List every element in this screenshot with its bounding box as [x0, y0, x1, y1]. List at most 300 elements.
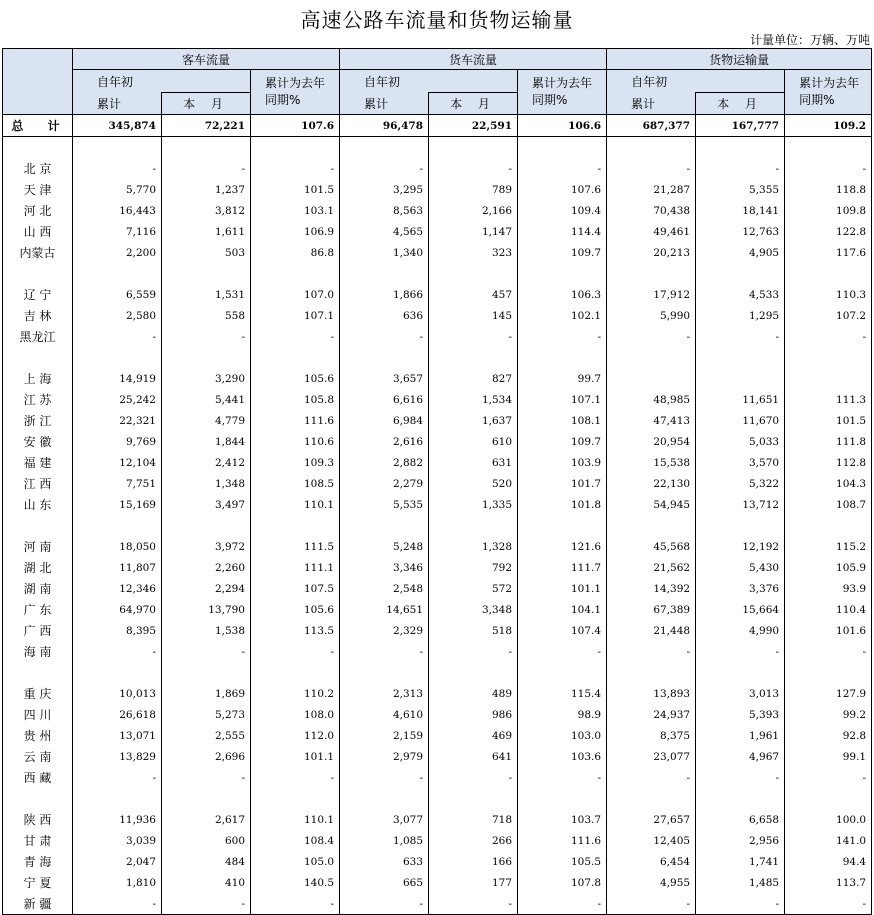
data-cell: 11,670 — [696, 410, 785, 431]
data-cell: 8,375 — [607, 725, 696, 746]
data-cell: - — [162, 641, 251, 662]
table-row — [3, 473, 872, 494]
data-cell: 5,273 — [162, 704, 251, 725]
region-name: 浙 江 — [3, 410, 73, 431]
data-cell: 503 — [162, 242, 251, 263]
region-name: 海 南 — [3, 641, 73, 662]
data-cell: 86.8 — [251, 242, 340, 263]
data-cell: 4,955 — [607, 872, 696, 893]
data-cell: 115.4 — [518, 683, 607, 704]
data-cell: 26,618 — [73, 704, 162, 725]
data-cell: - — [518, 326, 607, 347]
data-cell: 6,984 — [340, 410, 429, 431]
data-cell: - — [607, 767, 696, 788]
data-cell: 3,348 — [429, 599, 518, 620]
data-cell — [429, 515, 518, 536]
data-cell: 1,741 — [696, 851, 785, 872]
data-cell: - — [162, 767, 251, 788]
data-cell: 641 — [429, 746, 518, 767]
data-cell: 2,555 — [162, 725, 251, 746]
data-cell: - — [73, 767, 162, 788]
table-row — [3, 179, 872, 200]
data-cell: 105.9 — [785, 557, 872, 578]
data-cell: 631 — [429, 452, 518, 473]
data-cell: 177 — [429, 872, 518, 893]
data-cell — [429, 263, 518, 284]
data-cell: - — [696, 893, 785, 915]
data-cell — [429, 788, 518, 809]
data-cell: 2,329 — [340, 620, 429, 641]
data-cell: 5,393 — [696, 704, 785, 725]
data-cell — [251, 347, 340, 368]
data-cell — [696, 368, 785, 389]
data-cell: 13,790 — [162, 599, 251, 620]
data-cell: 9,769 — [73, 431, 162, 452]
data-cell: 2,159 — [340, 725, 429, 746]
region-name: 重 庆 — [3, 683, 73, 704]
month-header: 本 月 — [429, 93, 518, 115]
region-name: 江 西 — [3, 473, 73, 494]
data-cell: 410 — [162, 872, 251, 893]
data-cell: 105.5 — [518, 851, 607, 872]
data-cell: 101.1 — [251, 746, 340, 767]
data-cell: 1,844 — [162, 431, 251, 452]
region-name: 江 苏 — [3, 389, 73, 410]
data-cell: 345,874 — [73, 115, 162, 137]
data-cell: 103.6 — [518, 746, 607, 767]
data-cell: 636 — [340, 305, 429, 326]
ytd-header: 自年初 — [340, 70, 518, 93]
region-name: 辽 宁 — [3, 284, 73, 305]
data-cell: - — [696, 767, 785, 788]
table-row — [3, 200, 872, 221]
data-cell: 109.2 — [785, 115, 872, 137]
data-cell: 1,237 — [162, 179, 251, 200]
data-cell: 13,829 — [73, 746, 162, 767]
data-cell: 103.0 — [518, 725, 607, 746]
data-cell: 600 — [162, 830, 251, 851]
data-cell — [785, 263, 872, 284]
data-cell: 610 — [429, 431, 518, 452]
table-row — [3, 452, 872, 473]
data-cell: 20,213 — [607, 242, 696, 263]
table-row — [3, 872, 872, 893]
data-cell: 111.5 — [251, 536, 340, 557]
data-cell: 3,972 — [162, 536, 251, 557]
region-name: 广 东 — [3, 599, 73, 620]
data-cell: 2,279 — [340, 473, 429, 494]
data-cell: 1,295 — [696, 305, 785, 326]
data-cell: 109.7 — [518, 431, 607, 452]
data-cell: 107.2 — [785, 305, 872, 326]
data-cell: 12,192 — [696, 536, 785, 557]
data-cell: 101.6 — [785, 620, 872, 641]
data-cell — [73, 347, 162, 368]
data-cell: 103.7 — [518, 809, 607, 830]
data-cell: 21,562 — [607, 557, 696, 578]
data-cell: 17,912 — [607, 284, 696, 305]
data-cell: 108.5 — [251, 473, 340, 494]
data-cell: 18,050 — [73, 536, 162, 557]
total-row — [3, 115, 872, 137]
data-cell: 6,559 — [73, 284, 162, 305]
data-cell: 110.4 — [785, 599, 872, 620]
data-cell: 72,221 — [162, 115, 251, 137]
data-cell — [340, 515, 429, 536]
data-cell: 2,617 — [162, 809, 251, 830]
data-cell: 665 — [340, 872, 429, 893]
data-cell: 3,013 — [696, 683, 785, 704]
data-cell — [340, 788, 429, 809]
data-cell: 3,570 — [696, 452, 785, 473]
table-row — [3, 767, 872, 788]
data-cell — [73, 263, 162, 284]
data-cell — [340, 263, 429, 284]
table-row — [3, 704, 872, 725]
data-cell: 2,580 — [73, 305, 162, 326]
data-cell: 2,956 — [696, 830, 785, 851]
data-cell: 100.0 — [785, 809, 872, 830]
data-cell: 98.9 — [518, 704, 607, 725]
region-name: 西 藏 — [3, 767, 73, 788]
data-cell: 687,377 — [607, 115, 696, 137]
data-cell: 7,751 — [73, 473, 162, 494]
data-cell: 718 — [429, 809, 518, 830]
table-row — [3, 242, 872, 263]
data-cell: 1,340 — [340, 242, 429, 263]
data-cell: 3,812 — [162, 200, 251, 221]
data-cell: 3,295 — [340, 179, 429, 200]
data-cell: 115.2 — [785, 536, 872, 557]
data-cell: - — [696, 326, 785, 347]
data-cell: 1,348 — [162, 473, 251, 494]
data-cell: 25,242 — [73, 389, 162, 410]
data-cell: - — [785, 641, 872, 662]
data-cell: 24,937 — [607, 704, 696, 725]
spacer-row — [3, 515, 872, 536]
table-row — [3, 599, 872, 620]
data-cell: 518 — [429, 620, 518, 641]
data-cell: 1,531 — [162, 284, 251, 305]
data-cell: 102.1 — [518, 305, 607, 326]
table-row — [3, 326, 872, 347]
data-cell: - — [251, 893, 340, 915]
table-row — [3, 158, 872, 179]
data-cell — [785, 662, 872, 683]
cum-header-line1: 累计为去年 — [799, 76, 860, 90]
month-header: 本 月 — [696, 93, 785, 115]
cumulative-header: 累计 — [340, 93, 429, 115]
region-name: 黑龙江 — [3, 326, 73, 347]
data-cell: 323 — [429, 242, 518, 263]
data-cell: - — [73, 893, 162, 915]
data-cell: 16,443 — [73, 200, 162, 221]
data-cell: 110.3 — [785, 284, 872, 305]
data-cell: 145 — [429, 305, 518, 326]
data-cell: 166 — [429, 851, 518, 872]
region-name: 北 京 — [3, 158, 73, 179]
group-header-truck: 货车流量 — [340, 49, 607, 70]
data-cell: - — [785, 767, 872, 788]
table-row — [3, 305, 872, 326]
region-name: 天 津 — [3, 179, 73, 200]
data-cell: 14,392 — [607, 578, 696, 599]
data-cell: 4,905 — [696, 242, 785, 263]
data-cell: 67,389 — [607, 599, 696, 620]
data-cell: 2,616 — [340, 431, 429, 452]
data-cell — [785, 515, 872, 536]
data-cell: 5,430 — [696, 557, 785, 578]
data-cell: 4,610 — [340, 704, 429, 725]
cum-header-line1: 累计为去年 — [532, 76, 593, 90]
data-cell: 108.4 — [251, 830, 340, 851]
data-cell: 110.1 — [251, 809, 340, 830]
data-cell: 99.7 — [518, 368, 607, 389]
table-row — [3, 410, 872, 431]
data-cell: 3,290 — [162, 368, 251, 389]
data-cell: 1,869 — [162, 683, 251, 704]
data-cell: 2,696 — [162, 746, 251, 767]
data-cell: 96,478 — [340, 115, 429, 137]
data-cell: 1,485 — [696, 872, 785, 893]
data-cell — [429, 662, 518, 683]
data-cell: 8,395 — [73, 620, 162, 641]
spacer-row — [3, 347, 872, 368]
data-cell: 23,077 — [607, 746, 696, 767]
data-cell — [785, 137, 872, 159]
data-cell: 108.7 — [785, 494, 872, 515]
spacer-row — [3, 788, 872, 809]
data-cell: 94.4 — [785, 851, 872, 872]
data-cell: 1,810 — [73, 872, 162, 893]
region-name: 甘 肃 — [3, 830, 73, 851]
data-cell: 14,919 — [73, 368, 162, 389]
data-cell: - — [518, 767, 607, 788]
data-cell: 5,033 — [696, 431, 785, 452]
data-cell: 106.9 — [251, 221, 340, 242]
data-cell: 789 — [429, 179, 518, 200]
table-row — [3, 725, 872, 746]
data-cell: - — [429, 767, 518, 788]
data-cell: 4,565 — [340, 221, 429, 242]
table-row — [3, 557, 872, 578]
data-cell: 2,260 — [162, 557, 251, 578]
data-cell: 92.8 — [785, 725, 872, 746]
cum-header-line2: 同期% — [265, 93, 301, 107]
data-cell: - — [162, 326, 251, 347]
data-cell — [73, 137, 162, 159]
data-cell: 111.3 — [785, 389, 872, 410]
region-name: 湖 北 — [3, 557, 73, 578]
data-cell: 2,047 — [73, 851, 162, 872]
data-cell: 3,346 — [340, 557, 429, 578]
data-cell: 520 — [429, 473, 518, 494]
data-cell: 12,346 — [73, 578, 162, 599]
region-name: 云 南 — [3, 746, 73, 767]
data-cell: 167,777 — [696, 115, 785, 137]
region-name: 内蒙古 — [3, 242, 73, 263]
data-cell: 4,779 — [162, 410, 251, 431]
data-cell: 2,412 — [162, 452, 251, 473]
data-cell — [518, 662, 607, 683]
region-name — [3, 788, 73, 809]
data-cell — [607, 662, 696, 683]
data-cell — [162, 515, 251, 536]
region-name: 安 徽 — [3, 431, 73, 452]
data-cell: 22,321 — [73, 410, 162, 431]
data-cell — [251, 662, 340, 683]
data-cell: - — [429, 641, 518, 662]
region-name: 青 海 — [3, 851, 73, 872]
data-cell: 104.1 — [518, 599, 607, 620]
data-cell: 22,130 — [607, 473, 696, 494]
table-row — [3, 830, 872, 851]
cumulative-header: 累计 — [73, 93, 162, 115]
data-cell: - — [607, 326, 696, 347]
data-cell: 22,591 — [429, 115, 518, 137]
region-name: 河 北 — [3, 200, 73, 221]
data-cell: 1,335 — [429, 494, 518, 515]
ytd-header: 自年初 — [73, 70, 251, 93]
data-cell: 140.5 — [251, 872, 340, 893]
data-cell: 105.6 — [251, 599, 340, 620]
region-name — [3, 662, 73, 683]
data-cell: 111.7 — [518, 557, 607, 578]
region-name: 广 西 — [3, 620, 73, 641]
data-cell: 112.0 — [251, 725, 340, 746]
data-cell: 5,535 — [340, 494, 429, 515]
region-name: 湖 南 — [3, 578, 73, 599]
data-cell: 64,970 — [73, 599, 162, 620]
data-cell: - — [518, 641, 607, 662]
data-cell: - — [251, 641, 340, 662]
data-cell — [251, 788, 340, 809]
data-cell: 103.1 — [251, 200, 340, 221]
table-row — [3, 893, 872, 915]
data-cell: 5,322 — [696, 473, 785, 494]
data-cell: - — [785, 893, 872, 915]
data-cell: - — [73, 641, 162, 662]
cum-header — [518, 70, 607, 115]
data-cell: 114.4 — [518, 221, 607, 242]
cum-header — [251, 70, 340, 115]
table-row — [3, 221, 872, 242]
data-cell — [162, 788, 251, 809]
cum-header-line1: 累计为去年 — [265, 76, 326, 90]
data-cell: 21,287 — [607, 179, 696, 200]
data-cell — [785, 347, 872, 368]
data-cell — [785, 368, 872, 389]
data-cell: 558 — [162, 305, 251, 326]
table-row — [3, 284, 872, 305]
data-cell — [518, 263, 607, 284]
data-cell: 108.1 — [518, 410, 607, 431]
region-name: 吉 林 — [3, 305, 73, 326]
data-cell: 45,568 — [607, 536, 696, 557]
data-cell — [162, 263, 251, 284]
data-cell: 99.2 — [785, 704, 872, 725]
data-cell: 4,990 — [696, 620, 785, 641]
data-cell: 986 — [429, 704, 518, 725]
data-cell: 633 — [340, 851, 429, 872]
region-name: 贵 州 — [3, 725, 73, 746]
data-cell: 118.8 — [785, 179, 872, 200]
data-cell: 70,438 — [607, 200, 696, 221]
data-cell: - — [251, 326, 340, 347]
data-cell — [785, 788, 872, 809]
data-cell — [607, 137, 696, 159]
data-cell: 1,085 — [340, 830, 429, 851]
region-header — [3, 49, 73, 115]
data-cell: 121.6 — [518, 536, 607, 557]
data-cell: 141.0 — [785, 830, 872, 851]
data-cell: 99.1 — [785, 746, 872, 767]
data-cell — [162, 662, 251, 683]
data-cell: 266 — [429, 830, 518, 851]
data-cell: 6,658 — [696, 809, 785, 830]
region-name: 陕 西 — [3, 809, 73, 830]
table-row — [3, 620, 872, 641]
data-cell: 2,979 — [340, 746, 429, 767]
data-cell: 111.6 — [251, 410, 340, 431]
data-cell: - — [429, 893, 518, 915]
table-row — [3, 368, 872, 389]
data-cell: 4,967 — [696, 746, 785, 767]
data-cell — [162, 137, 251, 159]
region-name: 总 计 — [3, 115, 73, 137]
data-cell: - — [251, 158, 340, 179]
table-row — [3, 746, 872, 767]
data-cell: - — [429, 326, 518, 347]
spacer-row — [3, 263, 872, 284]
data-cell — [696, 137, 785, 159]
data-cell: 11,651 — [696, 389, 785, 410]
data-cell: 2,313 — [340, 683, 429, 704]
cum-header-line2: 同期% — [799, 93, 835, 107]
table-row — [3, 851, 872, 872]
cum-header — [785, 70, 872, 115]
data-cell: 105.6 — [251, 368, 340, 389]
data-cell — [696, 347, 785, 368]
data-cell — [518, 515, 607, 536]
data-cell: 101.1 — [518, 578, 607, 599]
table-body — [3, 115, 872, 915]
data-cell: 104.3 — [785, 473, 872, 494]
data-cell: - — [429, 158, 518, 179]
data-cell: - — [607, 641, 696, 662]
page-title: 高速公路车流量和货物运输量 — [300, 8, 574, 32]
data-cell: - — [518, 893, 607, 915]
region-name — [3, 263, 73, 284]
data-cell: - — [607, 158, 696, 179]
data-cell: 15,538 — [607, 452, 696, 473]
data-cell — [696, 263, 785, 284]
table-row — [3, 641, 872, 662]
table-row — [3, 809, 872, 830]
data-cell: 109.7 — [518, 242, 607, 263]
data-cell: 3,376 — [696, 578, 785, 599]
data-cell: 127.9 — [785, 683, 872, 704]
group-header-freight: 货物运输量 — [607, 49, 872, 70]
data-cell: 1,611 — [162, 221, 251, 242]
traffic-table — [2, 48, 872, 915]
data-cell: 11,936 — [73, 809, 162, 830]
data-cell: 3,657 — [340, 368, 429, 389]
data-cell: 106.3 — [518, 284, 607, 305]
data-cell — [607, 515, 696, 536]
data-cell: - — [518, 158, 607, 179]
region-name: 福 建 — [3, 452, 73, 473]
